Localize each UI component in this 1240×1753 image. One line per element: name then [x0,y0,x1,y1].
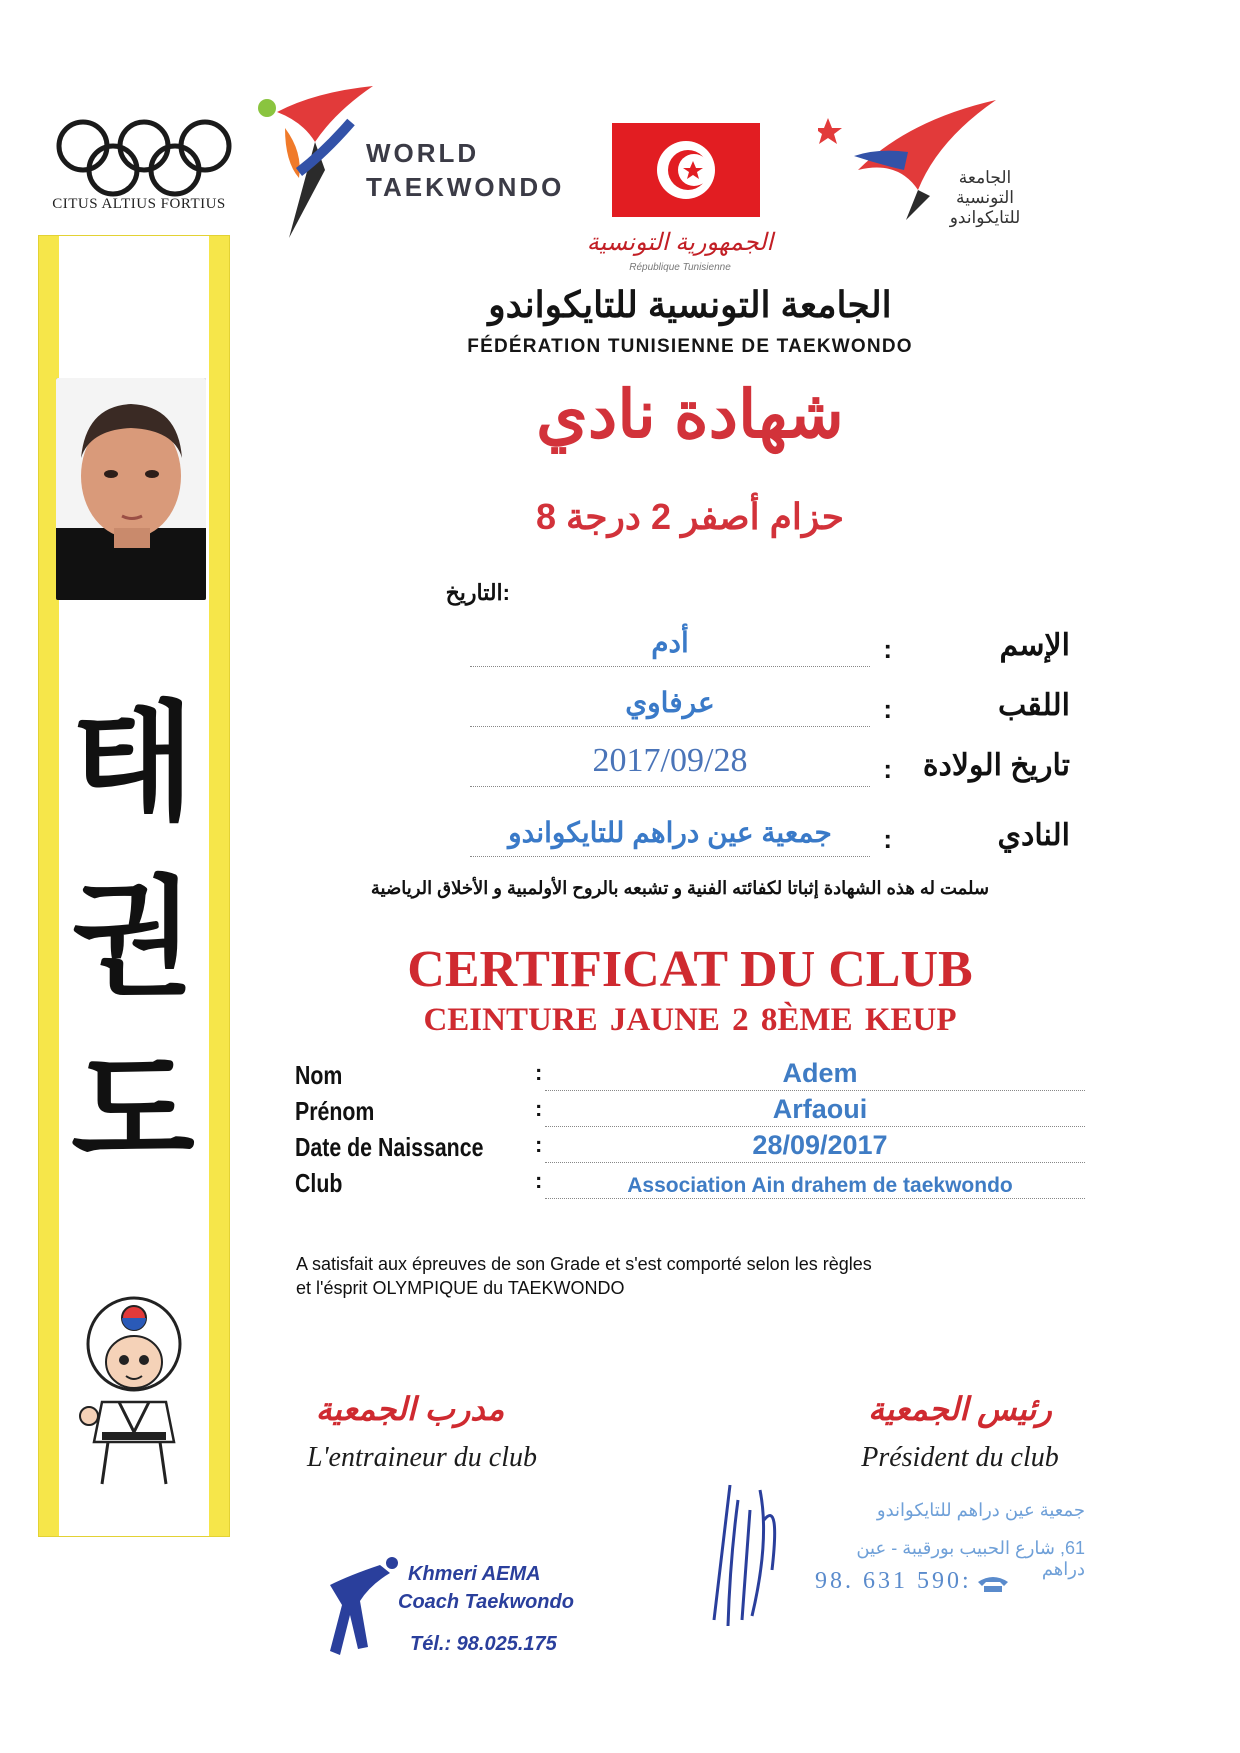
arabic-statement: سلمت له هذه الشهادة إثباتا لكفائته الفنية و تشبعه بالروح الأولمبية و الأخلاق الرياضية [370,878,990,898]
republic-arabic: الجمهورية التونسية [586,229,774,256]
world-taekwondo-logo-icon [255,82,375,242]
ftt-ar-line-3: للتايكواندو [949,208,1021,227]
fr-date-value: 28/09/2017 [752,1130,888,1160]
olympic-motto: CITUS ALTIUS FORTIUS [52,196,226,212]
ar-row-birth-date [430,742,1070,808]
colon: : [883,754,892,784]
dotted-line [545,1090,1085,1091]
ar-row-last-name [430,688,1070,748]
colon: : [883,824,892,854]
dotted-line [470,786,870,787]
ar-first-name-value: أدم [651,627,689,658]
club-stamp-phone-row [815,1568,1095,1595]
coach-stamp [320,1555,650,1675]
club-stamp-name: جمعية عين دراهم للتايكواندو [876,1500,1085,1520]
certificate-title-arabic: شهادة نادي [536,377,844,451]
belt-grade-arabic: حزام أصفر 2 درجة 8 [535,496,845,537]
fr-row-nom [295,1060,1085,1094]
ar-birth-date-value: 2017/09/28 [592,742,748,779]
fr-prenom-value: Arfaoui [772,1094,868,1124]
fr-nom-value: Adem [782,1058,858,1088]
coach-stamp-role: Coach Taekwondo [398,1591,574,1613]
coach-title-french: L'entraineur du club [307,1442,537,1473]
club-stamp-phone: 98. 631 590: [815,1568,972,1594]
fr-nom-label: Nom [295,1060,343,1090]
belt-grade-french: CEINTURE JAUNE 2 8ÈME KEUP [423,1002,957,1038]
fr-club-value: Association Ain drahem de taekwondo [627,1174,1013,1197]
federation-arabic: الجامعة التونسية للتايكواندو [488,284,892,325]
hangul-char-do: 도 [71,1037,195,1186]
fr-date-label: Date de Naissance [295,1132,484,1162]
french-statement [296,1252,1076,1300]
ar-birth-date-label: تاريخ الولادة [922,749,1070,782]
ftt-ar-line-2: التونسية [956,188,1014,207]
fr-row-prenom [295,1096,1085,1130]
colon: : [535,1168,543,1193]
dotted-line [470,856,870,857]
ar-last-name-value: عرفاوي [625,687,715,718]
colon: : [883,634,892,664]
club-stamp-address: 61, شارع الحبيب بورقيبة - عين دراهم [856,1538,1085,1579]
wt-line-2: TAEKWONDO [366,172,565,202]
certificate-title-french: CERTIFICAT DU CLUB [407,941,973,998]
hangul-char-tae: 태 [71,689,195,838]
dotted-line [545,1198,1085,1199]
student-photo [56,378,206,600]
ar-club-label: النادي [997,819,1070,852]
ar-row-first-name [430,628,1070,688]
fr-row-club [295,1168,1085,1202]
hangul-char-kwon: 권 [71,864,195,1013]
kick-silhouette-icon [320,1555,410,1665]
dotted-line [545,1162,1085,1163]
french-statement-line-1: A satisfait aux épreuves de son Grade et s'est comporté selon les règles [296,1254,872,1274]
french-statement-line-2: et l'ésprit OLYMPIQUE du TAEKWONDO [296,1278,625,1298]
fr-club-label: Club [295,1168,343,1198]
colon: : [883,694,892,724]
federation-french: FÉDÉRATION TUNISIENNE DE TAEKWONDO [467,336,913,357]
tunisia-flag-icon [612,123,760,217]
dotted-line [545,1126,1085,1127]
colon: : [535,1096,543,1121]
ar-last-name-label: اللقب [997,689,1070,722]
republic-french: République Tunisienne [629,262,731,273]
phone-icon [976,1574,1010,1594]
coach-stamp-tel: Tél.: 98.025.175 [410,1633,557,1655]
ar-first-name-label: الإسم [999,629,1070,662]
colon: : [535,1060,543,1085]
world-taekwondo-wordmark [366,136,564,204]
coach-stamp-name: Khmeri AEMA [408,1563,541,1585]
ar-club-value: جمعية عين دراهم للتايكواندو [508,817,832,848]
dotted-line [470,666,870,667]
colon: : [535,1132,543,1157]
fr-row-date-naissance [295,1132,1085,1166]
ftt-arabic-name [920,168,1050,228]
president-title-french: Président du club [861,1442,1059,1473]
dotted-line [470,726,870,727]
date-label: التاريخ: [445,580,510,605]
ftt-ar-line-1: الجامعة [958,168,1012,187]
ar-row-club [430,818,1070,878]
fr-prenom-label: Prénom [295,1096,375,1126]
taekwondo-mascot-icon [74,1292,194,1490]
coach-title-arabic: مدرب الجمعية [315,1391,505,1427]
president-title-arabic: رئيس الجمعية [868,1391,1052,1427]
president-signature [700,1480,790,1630]
wt-line-1: WORLD [366,138,480,168]
